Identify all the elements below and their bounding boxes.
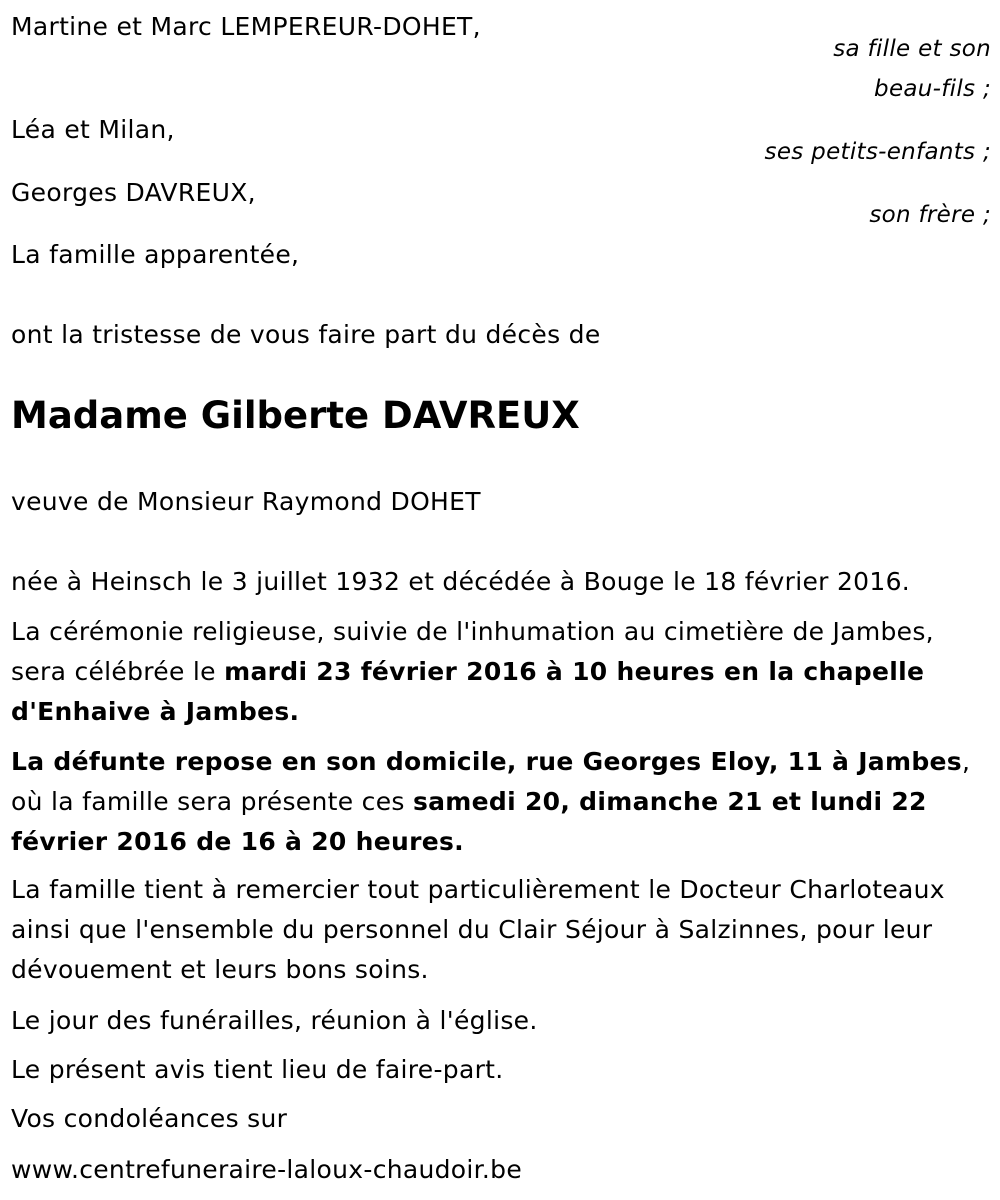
announcement-text: ont la tristesse de vous faire part du décès de	[11, 320, 601, 349]
family-member-brother: Georges DAVREUX,	[11, 178, 256, 207]
repose-mid: , où la famille sera présente ces	[11, 747, 971, 816]
ceremony-details: mardi 23 février 2016 à 10 heures en la chapelle d'Enhaive à Jambes.	[11, 657, 925, 726]
ceremony-intro: La cérémonie religieuse, suivie de l'inhumation au cimetière de Jambes, sera célébrée le	[11, 617, 934, 686]
repose-hours: samedi 20, dimanche 21 et lundi 22 février 2016 de 16 à 20 heures.	[11, 787, 927, 856]
condolences-label: Vos condoléances sur	[11, 1104, 288, 1133]
family-member-grandchildren: Léa et Milan,	[11, 115, 175, 144]
notice-text: Le présent avis tient lieu de faire-part.	[11, 1055, 504, 1084]
role-brother: son frère ;	[869, 202, 991, 228]
widow-of: veuve de Monsieur Raymond DOHET	[11, 487, 481, 516]
reunion-text: Le jour des funérailles, réunion à l'église.	[11, 1006, 538, 1035]
family-extended: La famille apparentée,	[11, 240, 300, 269]
role-grandchildren: ses petits-enfants ;	[764, 139, 991, 165]
thanks-paragraph: La famille tient à remercier tout particulièrement le Docteur Charloteaux ainsi que l'ensemble du personnel du Clair Séjour à Salzinnes, pour leur dévouement et leurs bons soins.	[11, 875, 945, 984]
role-daughter-line1: sa fille et son	[833, 36, 991, 62]
birth-death-dates: née à Heinsch le 3 juillet 1932 et décédée à Bouge le 18 février 2016.	[11, 567, 911, 596]
ceremony-paragraph	[11, 612, 991, 732]
repose-paragraph	[11, 742, 991, 862]
family-member-daughter: Martine et Marc LEMPEREUR-DOHET,	[11, 12, 481, 41]
role-daughter-line2: beau-fils ;	[874, 76, 991, 102]
repose-location: La défunte repose en son domicile, rue Georges Eloy, 11 à Jambes	[11, 747, 962, 776]
deceased-name: Madame Gilberte DAVREUX	[11, 394, 580, 437]
website-link[interactable]: www.centrefuneraire-laloux-chaudoir.be	[11, 1155, 523, 1184]
